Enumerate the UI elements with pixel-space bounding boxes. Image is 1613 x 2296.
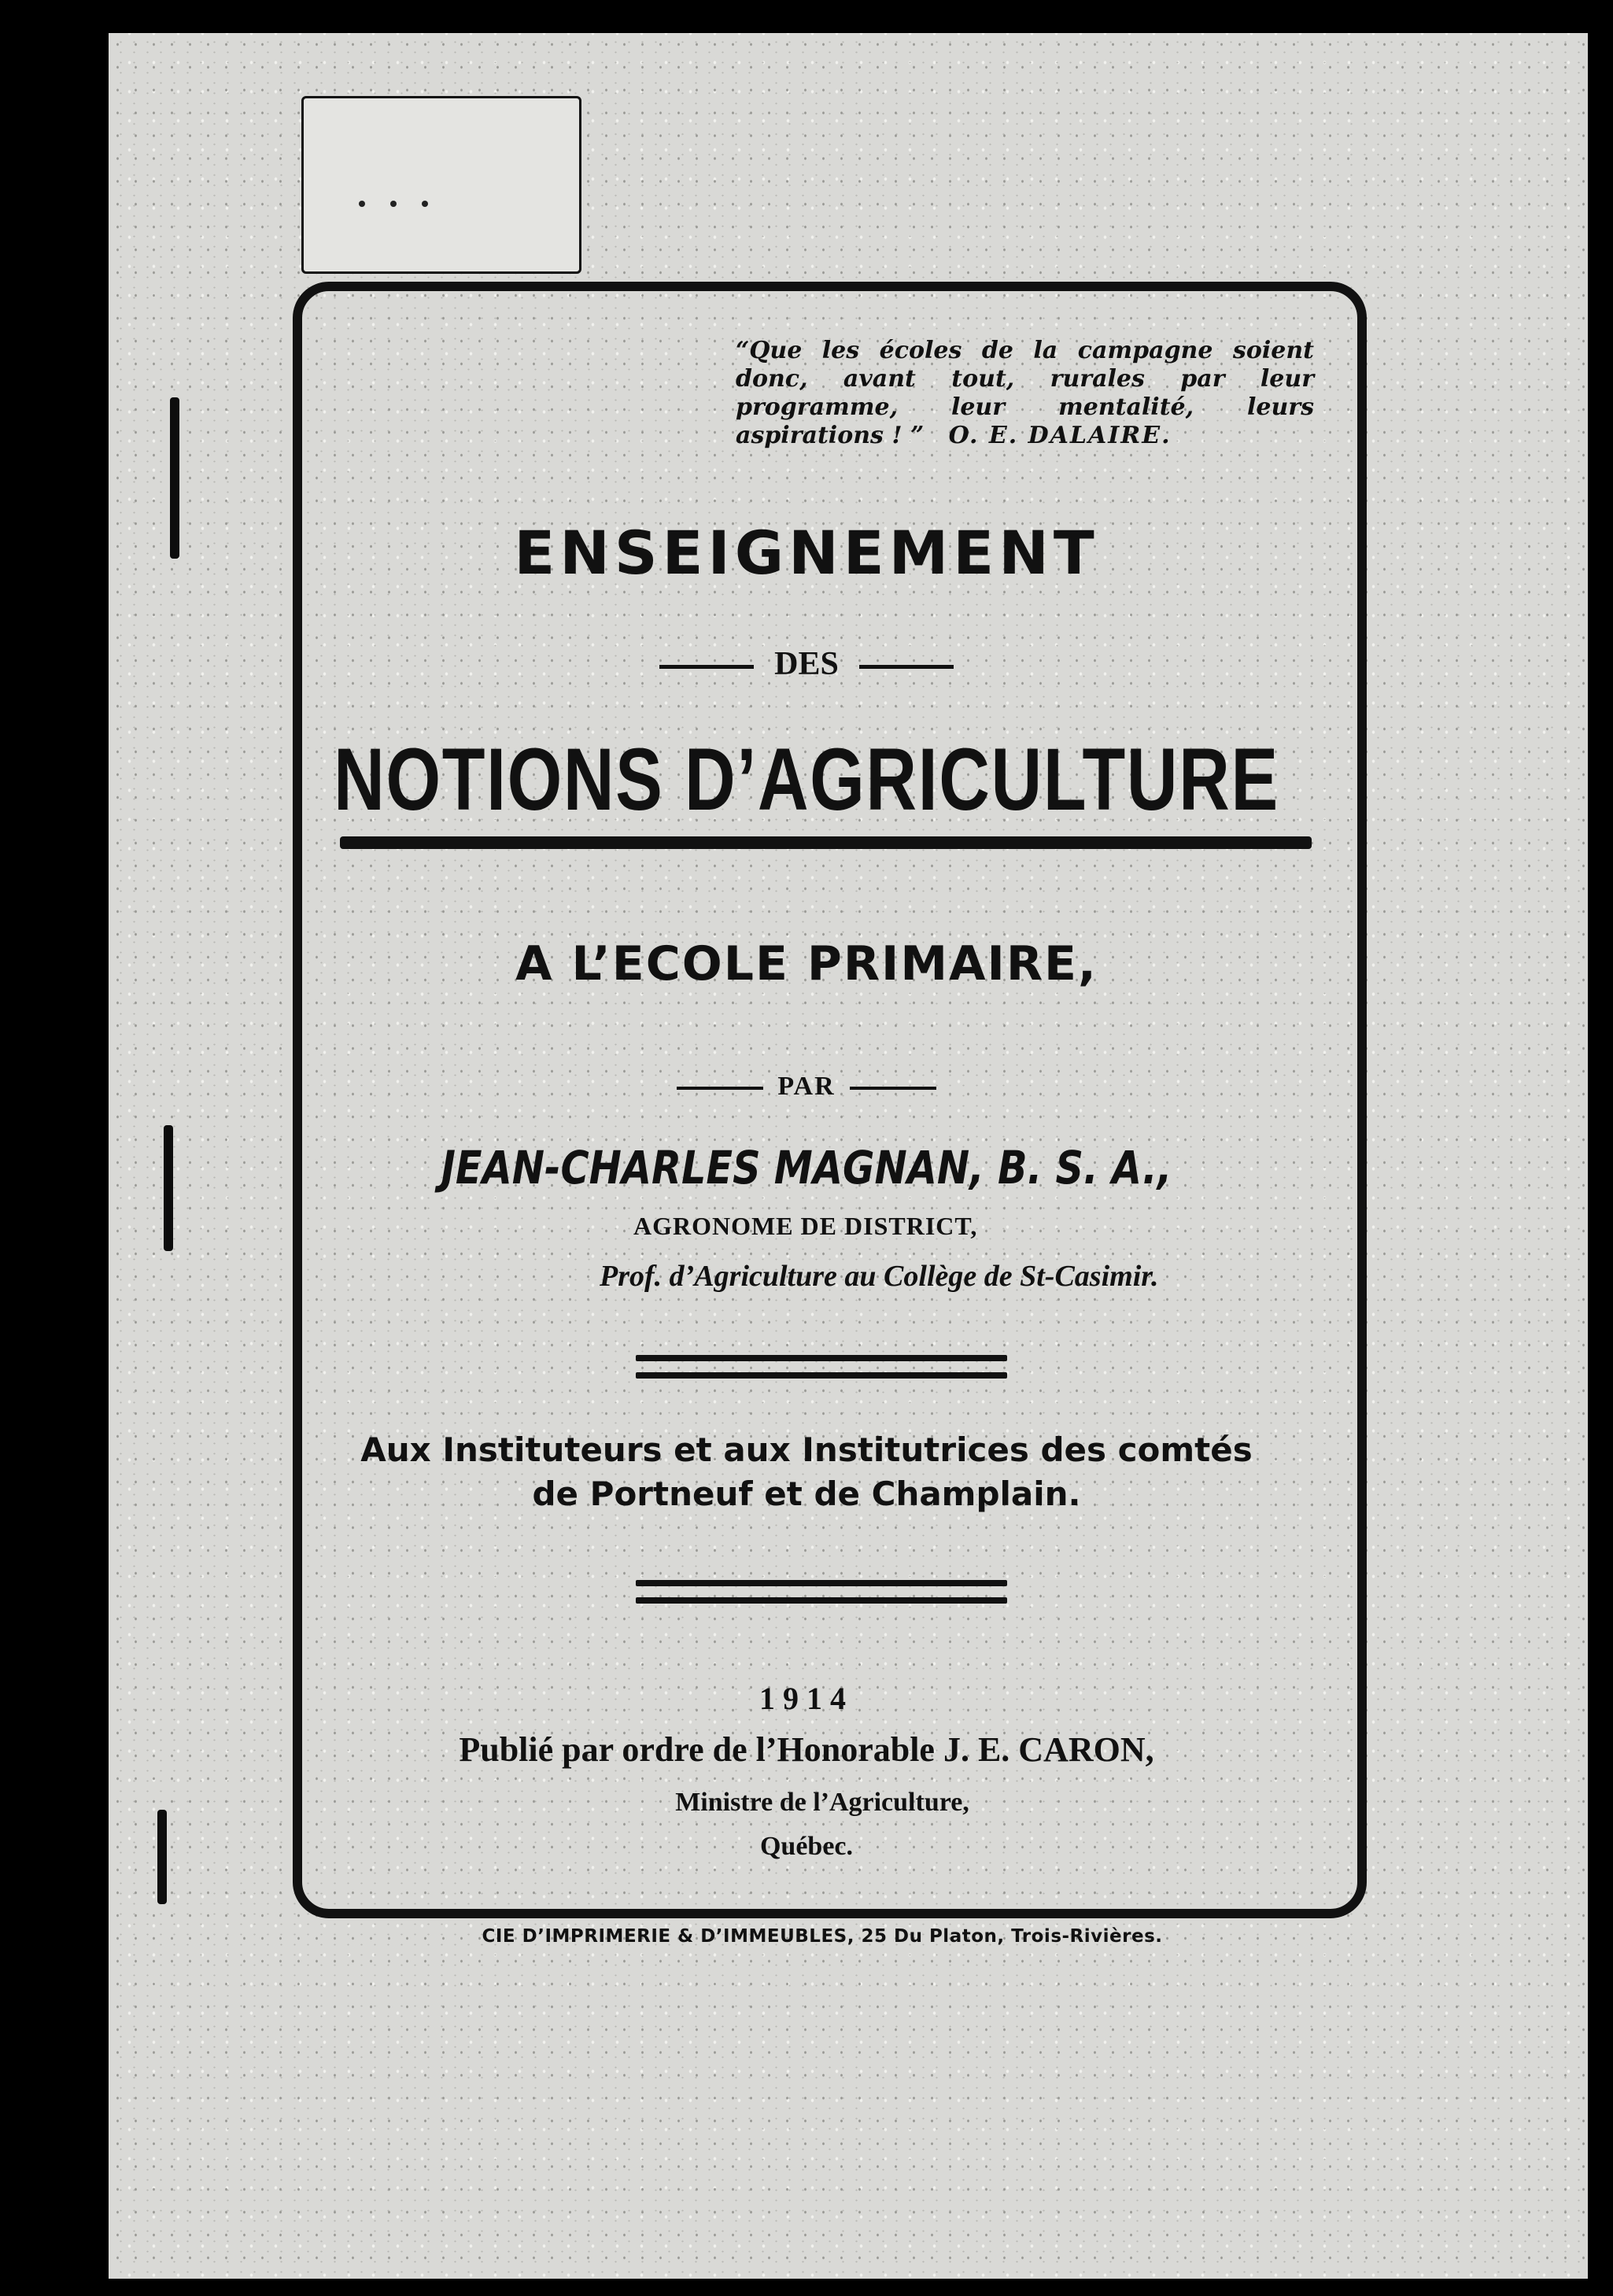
published-by: Publié par ordre de l’Honorable J. E. CARON, xyxy=(459,1730,1154,1769)
title-underline xyxy=(340,836,1312,849)
title-line-3: A L’ECOLE PRIMAIRE, xyxy=(515,936,1098,991)
title-line-1: ENSEIGNEMENT xyxy=(514,518,1099,588)
label-box xyxy=(301,96,581,274)
title-line-2: NOTIONS D’AGRICULTURE xyxy=(334,730,1279,829)
dedication-line-2: de Portneuf et de Champlain. xyxy=(532,1475,1081,1513)
dash-rule xyxy=(659,665,754,669)
epigraph xyxy=(736,337,1314,450)
dash-rule xyxy=(859,665,954,669)
printer-line: CIE D’IMPRIMERIE & D’IMMEUBLES, 25 Du Platon, Trois-Rivières. xyxy=(482,1926,1163,1947)
epigraph-text: “Que les écoles de la campagne soient donc, avant tout, rurales par leur programme, leur mentalité, leurs aspirations ! ” xyxy=(736,337,1314,449)
par-row xyxy=(0,1072,1613,1102)
label-dot xyxy=(422,201,428,207)
publication-year: 1914 xyxy=(759,1681,854,1716)
double-rule xyxy=(636,1580,1007,1615)
minister-title: Ministre de l’Agriculture, xyxy=(675,1788,969,1817)
dedication xyxy=(0,1428,1613,1516)
par-label: PAR xyxy=(777,1072,836,1101)
label-dot xyxy=(390,201,397,207)
dash-rule xyxy=(850,1087,936,1090)
publication-place: Québec. xyxy=(759,1832,854,1861)
epigraph-author: O. E. DALAIRE. xyxy=(948,422,1172,449)
title-connector-row xyxy=(0,645,1613,683)
double-rule xyxy=(636,1355,1007,1390)
title-connector: DES xyxy=(774,646,839,682)
author-name: JEAN-CHARLES MAGNAN, B. S. A., xyxy=(441,1141,1172,1194)
dedication-line-1: Aux Instituteurs et aux Institutrices des comtés xyxy=(360,1430,1253,1469)
dash-rule xyxy=(677,1087,763,1090)
author-professorship: Prof. d’Agriculture au Collège de St-Casimir. xyxy=(600,1260,1159,1293)
author-credential: AGRONOME DE DISTRICT, xyxy=(633,1212,978,1240)
label-dot xyxy=(359,201,365,207)
